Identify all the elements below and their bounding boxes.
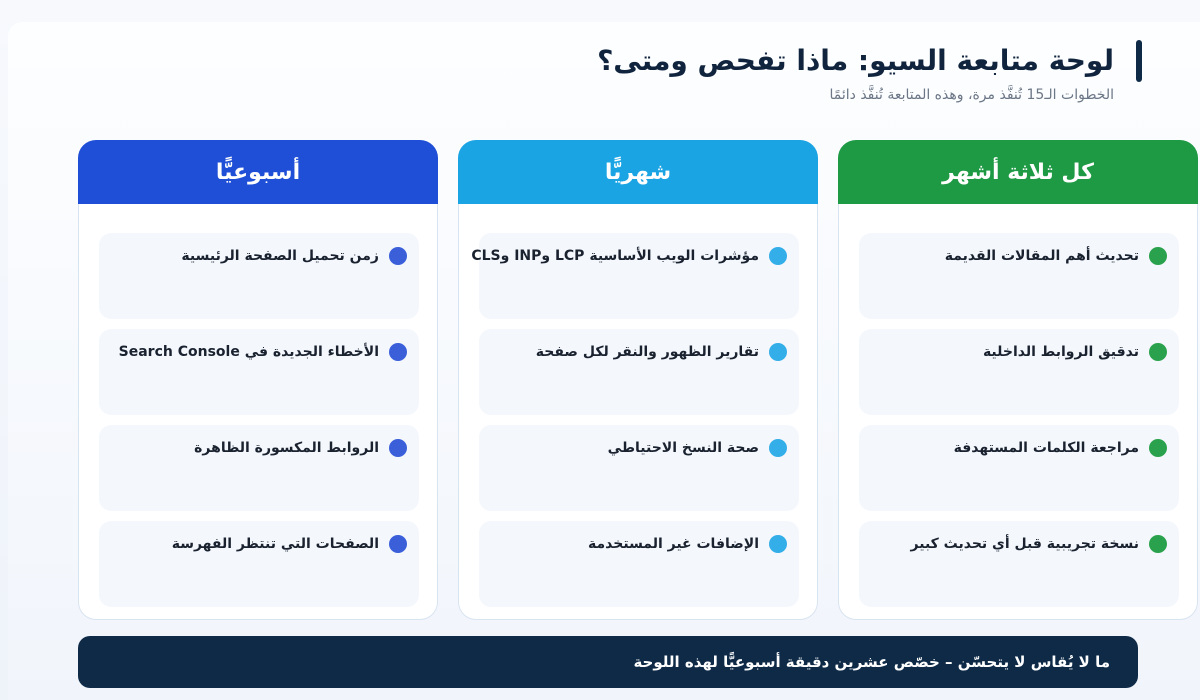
column-monthly-heading: شهريًّا [458,140,818,204]
page-header [582,40,1142,110]
bullet-dot-icon [1149,343,1167,361]
checklist-item-label: الصفحات التي تنتظر الفهرسة [171,536,379,552]
checklist-item-label: مؤشرات الويب الأساسية LCP وINP وCLS [471,248,759,264]
checklist-item [859,521,1179,607]
bullet-dot-icon [389,535,407,553]
bullet-dot-icon [1149,247,1167,265]
checklist-item [99,233,419,319]
checklist-item [99,329,419,415]
column-quarterly-heading: كل ثلاثة أشهر [838,140,1198,204]
column-monthly [458,140,818,620]
checklist-item [99,425,419,511]
bullet-dot-icon [769,343,787,361]
checklist-item-label: تحديث أهم المقالات القديمة [944,248,1139,264]
bullet-dot-icon [389,247,407,265]
checklist-item-label: تدقيق الروابط الداخلية [982,344,1139,360]
checklist-item [859,425,1179,511]
checklist-item-label: تقارير الظهور والنقر لكل صفحة [535,344,759,360]
bullet-dot-icon [769,247,787,265]
checklist-item [99,521,419,607]
column-weekly [78,140,438,620]
checklist-item-label: نسخة تجريبية قبل أي تحديث كبير [910,536,1139,552]
checklist-item-label: صحة النسخ الاحتياطي [607,440,759,456]
checklist-item [859,233,1179,319]
page-title: لوحة متابعة السيو: ماذا تفحص ومتى؟ [597,44,1114,77]
checklist-item-label: زمن تحميل الصفحة الرئيسية [181,248,379,264]
checklist-item [479,329,799,415]
footer-text: ما لا يُقاس لا يتحسّن – خصّص عشرين دقيقة أسبوعيًّا لهذه اللوحة [633,653,1110,671]
checklist-item-label: الأخطاء الجديدة في Search Console [118,344,379,360]
bullet-dot-icon [1149,439,1167,457]
checklist-item-label: مراجعة الكلمات المستهدفة [953,440,1139,456]
bullet-dot-icon [389,343,407,361]
bullet-dot-icon [389,439,407,457]
page-subtitle: الخطوات الـ15 تُنفَّذ مرة، وهذه المتابعة تُنفَّذ دائمًا [829,87,1114,103]
checklist-item-label: الإضافات غير المستخدمة [588,536,759,552]
bullet-dot-icon [769,439,787,457]
column-weekly-heading: أسبوعيًّا [78,140,438,204]
checklist-item [479,521,799,607]
column-quarterly [838,140,1198,620]
checklist-item [859,329,1179,415]
checklist-item-label: الروابط المكسورة الظاهرة [194,440,379,456]
bullet-dot-icon [769,535,787,553]
footer-banner [78,636,1138,688]
bullet-dot-icon [1149,535,1167,553]
title-accent-bar [1136,40,1142,82]
checklist-item [471,233,799,319]
checklist-item [479,425,799,511]
